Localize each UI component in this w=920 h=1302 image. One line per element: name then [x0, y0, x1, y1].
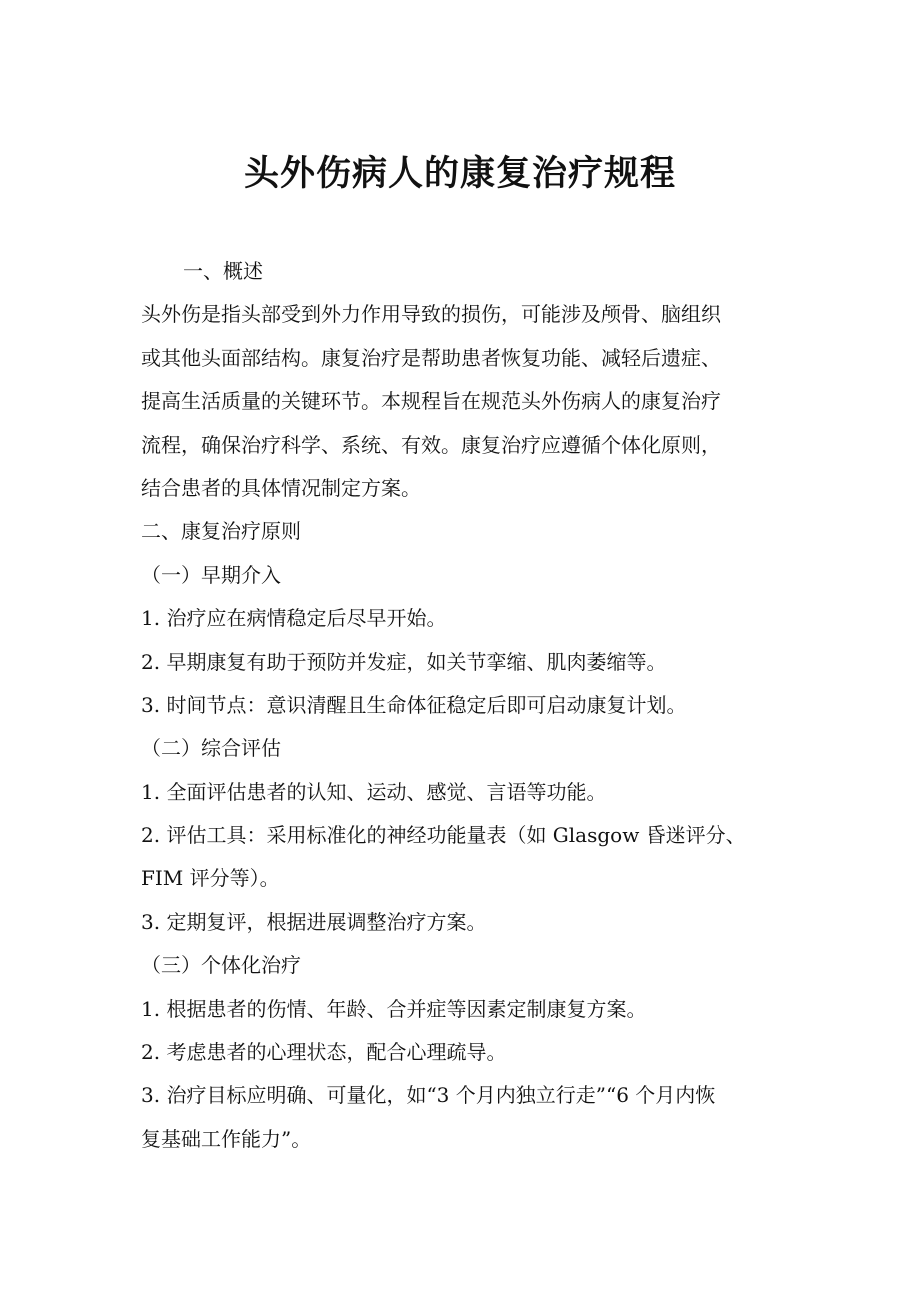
- paragraph-line: 提高生活质量的关键环节。本规程旨在规范头外伤病人的康复治疗: [141, 389, 721, 414]
- list-item-continuation: FIM 评分等）。: [141, 866, 280, 891]
- section-heading-overview: 一、概述: [183, 259, 263, 283]
- list-item: 1. 全面评估患者的认知、运动、感觉、言语等功能。: [141, 779, 607, 804]
- list-item: 3. 时间节点：意识清醒且生命体征稳定后即可启动康复计划。: [141, 692, 687, 717]
- list-item: 3. 定期复评，根据进展调整治疗方案。: [141, 909, 487, 934]
- list-item: 1. 根据患者的伤情、年龄、合并症等因素定制康复方案。: [141, 996, 647, 1021]
- paragraph-line: 结合患者的具体情况制定方案。: [141, 475, 421, 500]
- subsection-heading-early-intervention: （一）早期介入: [141, 562, 281, 587]
- list-item-continuation: 复基础工作能力”。: [141, 1126, 312, 1151]
- section-heading-principles: 二、康复治疗原则: [141, 519, 301, 544]
- list-item: 2. 早期康复有助于预防并发症，如关节挛缩、肌肉萎缩等。: [141, 649, 667, 674]
- list-item: 2. 考虑患者的心理状态，配合心理疏导。: [141, 1040, 507, 1065]
- list-item: 1. 治疗应在病情稳定后尽早开始。: [141, 606, 447, 631]
- document-title: 头外伤病人的康复治疗规程: [243, 154, 676, 194]
- subsection-heading-individualized: （三）个体化治疗: [141, 953, 301, 978]
- list-item: 2. 评估工具：采用标准化的神经功能量表（如 Glasgow 昏迷评分、: [141, 823, 746, 848]
- paragraph-line: 流程，确保治疗科学、系统、有效。康复治疗应遵循个体化原则，: [141, 432, 721, 457]
- paragraph-line: 头外伤是指头部受到外力作用导致的损伤，可能涉及颅骨、脑组织: [141, 302, 721, 327]
- paragraph-line: 或其他头面部结构。康复治疗是帮助患者恢复功能、减轻后遗症、: [141, 345, 721, 370]
- list-item: 3. 治疗目标应明确、可量化，如“3 个月内独立行走”“6 个月内恢: [141, 1083, 716, 1108]
- document-body: [141, 250, 786, 1161]
- subsection-heading-assessment: （二）综合评估: [141, 736, 281, 761]
